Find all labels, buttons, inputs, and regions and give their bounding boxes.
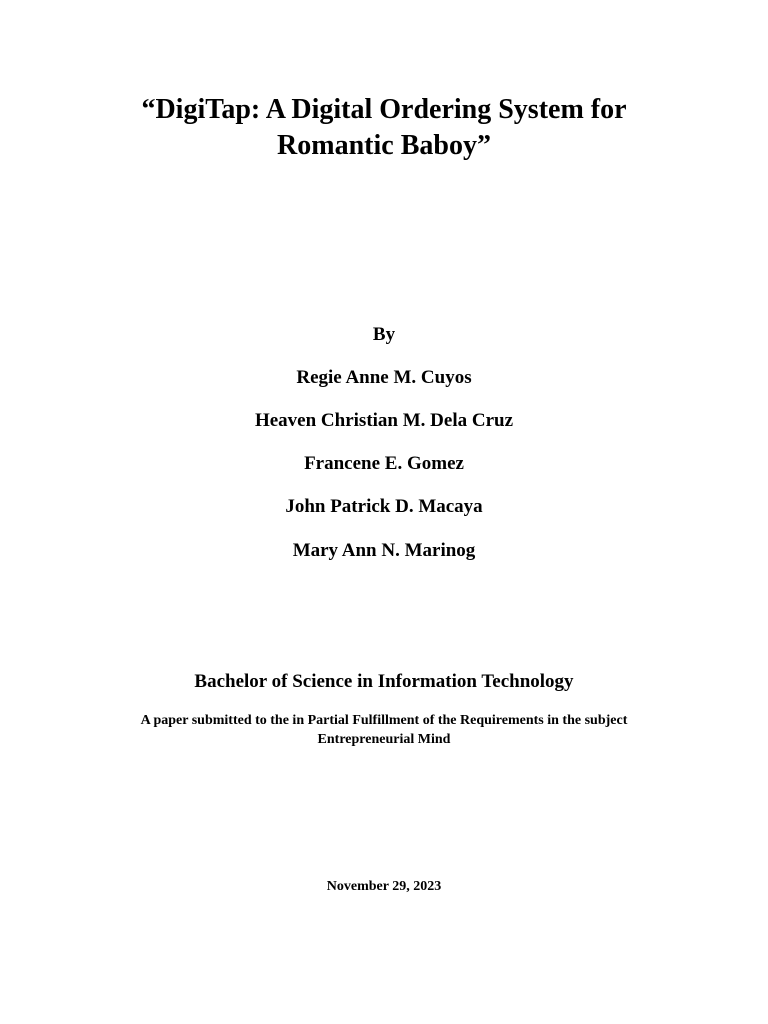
submission-date: November 29, 2023 <box>326 879 442 894</box>
by-label: By <box>372 324 396 345</box>
submission-line-2: Entrepreneurial Mind <box>317 732 451 747</box>
author-4: John Patrick D. Macaya <box>285 496 483 517</box>
submission-line-1: A paper submitted to the in Partial Fulfillment of the Requirements in the subject <box>140 713 628 728</box>
degree-program: Bachelor of Science in Information Technology <box>194 671 574 692</box>
author-2: Heaven Christian M. Dela Cruz <box>254 410 514 431</box>
title-line-2: Romantic Baboy” <box>277 130 491 161</box>
author-5: Mary Ann N. Marinog <box>292 540 476 561</box>
title-line-1: “DigiTap: A Digital Ordering System for <box>141 94 627 125</box>
author-1: Regie Anne M. Cuyos <box>296 367 472 388</box>
author-3: Francene E. Gomez <box>304 453 464 474</box>
